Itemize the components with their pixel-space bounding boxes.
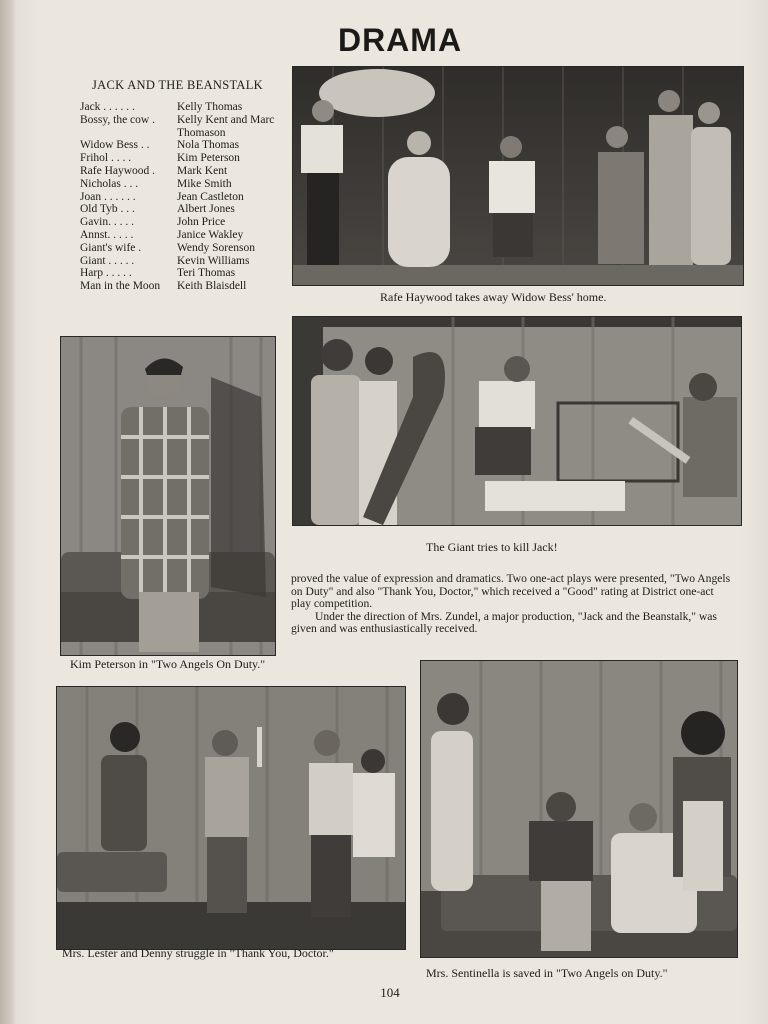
cast-role: Harp . . . . . [80, 267, 132, 280]
cast-role: Old Tyb . . . [80, 203, 135, 216]
cast-role: Rafe Haywood . [80, 164, 156, 177]
stage-photo-thank-you-doctor-image [57, 687, 405, 949]
body-paragraph: Under the direction of Mrs. Zundel, a major production, "Jack and the Beanstalk," was given and was enthusiastically received. [291, 609, 717, 636]
cast-actor: Kim Peterson [177, 152, 240, 165]
page-number: 104 [380, 985, 400, 1000]
page-title: DRAMA [337, 22, 463, 58]
cast-role: Widow Bess . . [80, 139, 150, 152]
cast-list [80, 101, 290, 293]
cast-role: Giant . . . . . [80, 254, 135, 267]
photo-caption: Kim Peterson in "Two Angels On Duty." [70, 657, 266, 671]
stage-photo-kim-peterson [60, 336, 276, 656]
cast-actor: Wendy Sorenson [177, 241, 255, 254]
cast-role: Jack . . . . . . [80, 101, 135, 113]
cast-actor: Keith Blaisdell [177, 280, 247, 293]
cast-role: Giant's wife . [80, 241, 142, 254]
cast-role: Gavin. . . . . [80, 216, 134, 229]
cast-row [80, 101, 290, 114]
stage-photo-giant-image [293, 317, 741, 525]
cast-actor: Albert Jones [177, 203, 235, 216]
cast-role: Frihol . . . . [80, 152, 132, 165]
cast-row [80, 191, 290, 204]
cast-row [80, 267, 290, 280]
photo-caption: Mrs. Sentinella is saved in "Two Angels on Duty." [426, 966, 668, 980]
cast-row [80, 139, 290, 152]
photo-caption: Mrs. Lester and Denny struggle in "Thank You, Doctor." [62, 946, 334, 960]
cast-actor: Teri Thomas [177, 267, 236, 280]
stage-photo-kim-peterson-image [61, 337, 275, 655]
cast-role: Man in the Moon [80, 280, 161, 293]
cast-actor: John Price [177, 216, 226, 229]
cast-actor: Nola Thomas [177, 139, 240, 152]
stage-photo-thank-you-doctor [56, 686, 406, 950]
cast-row [80, 203, 290, 216]
body-text [291, 573, 731, 636]
stage-photo-widow-bess [292, 66, 744, 286]
cast-row [80, 178, 290, 191]
cast-role: Nicholas . . . [80, 177, 139, 190]
cast-actor: Jean Castleton [177, 190, 244, 203]
cast-actor: Kevin Williams [177, 254, 250, 267]
stage-photo-two-angels [420, 660, 738, 958]
cast-actor: Kelly Kent and Marc Thomason [177, 113, 275, 139]
cast-row [80, 165, 290, 178]
page-spine-shadow [0, 0, 14, 1024]
cast-actor: Mark Kent [177, 164, 228, 177]
stage-photo-two-angels-image [421, 661, 737, 957]
photo-caption: The Giant tries to kill Jack! [426, 540, 558, 554]
cast-actor: Mike Smith [177, 177, 232, 190]
body-paragraph: proved the value of expression and dramatics. Two one-act plays were presented, "Two Angels on Duty" and also "Thank You, Doctor," which received a "Good" rating at District one-act play competition. [291, 572, 731, 611]
cast-list-title: JACK AND THE BEANSTALK [92, 78, 263, 92]
cast-row [80, 152, 290, 165]
cast-role: Annst. . . . . [80, 228, 134, 241]
photo-caption: Rafe Haywood takes away Widow Bess' home. [380, 290, 607, 304]
cast-role: Joan . . . . . . [80, 190, 136, 203]
cast-actor: Kelly Thomas [177, 101, 243, 113]
cast-row [80, 216, 290, 229]
stage-photo-giant [292, 316, 742, 526]
cast-role: Bossy, the cow . [80, 113, 155, 126]
cast-row [80, 280, 290, 293]
cast-row [80, 229, 290, 242]
stage-photo-widow-bess-image [293, 67, 743, 285]
cast-row [80, 242, 290, 255]
cast-row [80, 114, 290, 140]
cast-row [80, 255, 290, 268]
cast-actor: Janice Wakley [177, 228, 244, 241]
